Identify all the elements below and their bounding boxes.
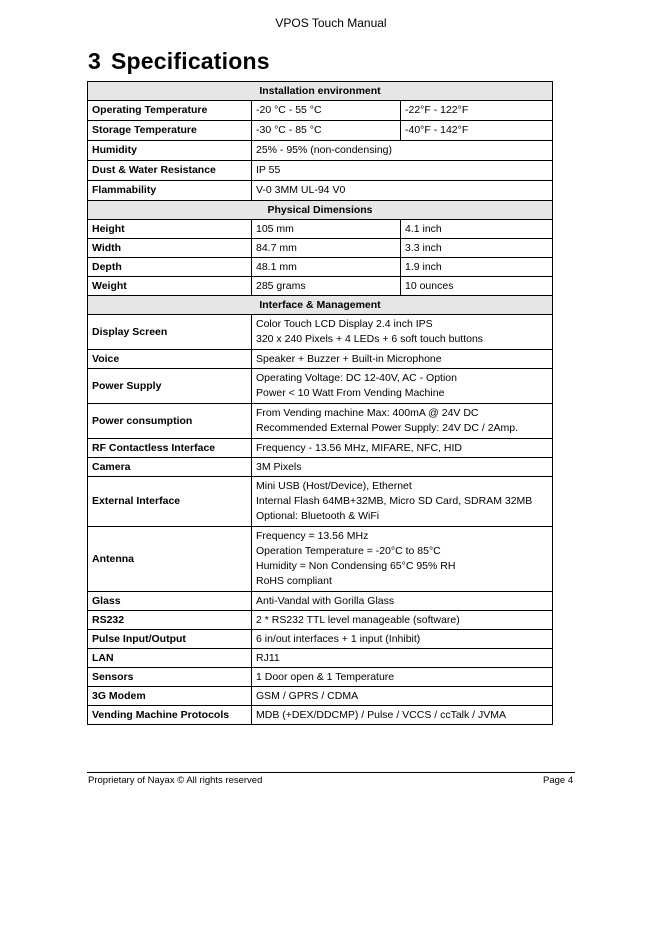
spec-value-alt: -40°F - 142°F: [401, 121, 553, 141]
section-heading-interface: Interface & Management: [88, 296, 553, 315]
spec-value: -20 °C - 55 °C: [252, 101, 401, 121]
footer-copyright: Proprietary of Nayax © All rights reserved: [88, 775, 263, 786]
table-row: [88, 181, 553, 201]
spec-label: 3G Modem: [88, 687, 252, 706]
table-row: [88, 649, 553, 668]
table-row: [88, 121, 553, 141]
section-title-text: Specifications: [111, 48, 270, 74]
spec-label: LAN: [88, 649, 252, 668]
section-title: [88, 48, 270, 75]
spec-value: 84.7 mm: [252, 239, 401, 258]
table-row: [88, 668, 553, 687]
table-row: [88, 458, 553, 477]
specifications-table: [87, 81, 553, 725]
spec-value: [252, 404, 553, 439]
spec-value: 285 grams: [252, 277, 401, 296]
spec-line: Optional: Bluetooth & WiFi: [256, 510, 380, 522]
section-row-interface: [88, 296, 553, 315]
spec-value-alt: 1.9 inch: [401, 258, 553, 277]
spec-value: [252, 369, 553, 404]
spec-label: Sensors: [88, 668, 252, 687]
spec-label: Dust & Water Resistance: [88, 161, 252, 181]
spec-line: Power < 10 Watt From Vending Machine: [256, 387, 445, 399]
spec-label: Power consumption: [88, 404, 252, 439]
spec-line: Mini USB (Host/Device), Ethernet: [256, 480, 412, 492]
spec-value-alt: 3.3 inch: [401, 239, 553, 258]
spec-line: Operation Temperature = -20°C to 85°C: [256, 545, 441, 557]
spec-line: Operating Voltage: DC 12-40V, AC - Option: [256, 372, 457, 384]
spec-value: Anti-Vandal with Gorilla Glass: [252, 592, 553, 611]
table-row: [88, 369, 553, 404]
table-row: [88, 592, 553, 611]
section-heading-physical: Physical Dimensions: [88, 201, 553, 220]
table-row: [88, 161, 553, 181]
table-row: [88, 630, 553, 649]
spec-line: Recommended External Power Supply: 24V DC / 2Amp.: [256, 422, 519, 434]
spec-label: Depth: [88, 258, 252, 277]
footer-page-number: Page 4: [543, 775, 574, 786]
spec-label: Pulse Input/Output: [88, 630, 252, 649]
table-row: [88, 277, 553, 296]
table-row: [88, 527, 553, 592]
table-row: [88, 239, 553, 258]
spec-value: 105 mm: [252, 220, 401, 239]
spec-value: RJ11: [252, 649, 553, 668]
spec-value: GSM / GPRS / CDMA: [252, 687, 553, 706]
spec-value: -30 °C - 85 °C: [252, 121, 401, 141]
table-row: [88, 706, 553, 725]
table-row: [88, 350, 553, 369]
spec-label: Weight: [88, 277, 252, 296]
spec-label: Humidity: [88, 141, 252, 161]
table-row: [88, 439, 553, 458]
section-row-installation: [88, 82, 553, 101]
page-header: VPOS Touch Manual: [275, 16, 387, 30]
spec-value-alt: -22°F - 122°F: [401, 101, 553, 121]
spec-line: Frequency = 13.56 MHz: [256, 530, 369, 542]
spec-line: Humidity = Non Condensing 65°C 95% RH: [256, 560, 456, 572]
section-heading-installation: Installation environment: [88, 82, 553, 101]
spec-value-alt: 4.1 inch: [401, 220, 553, 239]
spec-value: MDB (+DEX/DDCMP) / Pulse / VCCS / ccTalk / JVMA: [252, 706, 553, 725]
spec-value: 3M Pixels: [252, 458, 553, 477]
spec-label: Power Supply: [88, 369, 252, 404]
spec-value: IP 55: [252, 161, 553, 181]
spec-value: 25% - 95% (non-condensing): [252, 141, 553, 161]
spec-label: Flammability: [88, 181, 252, 201]
spec-label: Display Screen: [88, 315, 252, 350]
table-row: [88, 404, 553, 439]
spec-label: Storage Temperature: [88, 121, 252, 141]
spec-value: Frequency - 13.56 MHz, MIFARE, NFC, HID: [252, 439, 553, 458]
table-row: [88, 141, 553, 161]
spec-label: Height: [88, 220, 252, 239]
spec-label: Vending Machine Protocols: [88, 706, 252, 725]
spec-label: Voice: [88, 350, 252, 369]
table-row: [88, 101, 553, 121]
spec-label: Camera: [88, 458, 252, 477]
spec-value: 48.1 mm: [252, 258, 401, 277]
spec-line: Internal Flash 64MB+32MB, Micro SD Card, SDRAM 32MB: [256, 495, 533, 507]
footer-rule: [87, 772, 575, 773]
spec-line: 320 x 240 Pixels + 4 LEDs + 6 soft touch buttons: [256, 333, 484, 345]
spec-line: Color Touch LCD Display 2.4 inch IPS: [256, 318, 433, 330]
spec-value: [252, 477, 553, 527]
spec-label: Width: [88, 239, 252, 258]
spec-value: Speaker + Buzzer + Built-in Microphone: [252, 350, 553, 369]
spec-label: Glass: [88, 592, 252, 611]
section-row-physical: [88, 201, 553, 220]
table-row: [88, 477, 553, 527]
spec-label: RS232: [88, 611, 252, 630]
spec-value: V-0 3MM UL-94 V0: [252, 181, 553, 201]
table-row: [88, 687, 553, 706]
spec-value: 2 * RS232 TTL level manageable (software): [252, 611, 553, 630]
spec-label: Antenna: [88, 527, 252, 592]
spec-value: 6 in/out interfaces + 1 input (Inhibit): [252, 630, 553, 649]
table-row: [88, 258, 553, 277]
spec-label: External Interface: [88, 477, 252, 527]
spec-value: [252, 527, 553, 592]
spec-value-alt: 10 ounces: [401, 277, 553, 296]
spec-value: 1 Door open & 1 Temperature: [252, 668, 553, 687]
table-row: [88, 611, 553, 630]
spec-label: Operating Temperature: [88, 101, 252, 121]
spec-line: From Vending machine Max: 400mA @ 24V DC: [256, 407, 479, 419]
section-number: 3: [88, 48, 101, 74]
spec-value: [252, 315, 553, 350]
table-row: [88, 315, 553, 350]
spec-line: RoHS compliant: [256, 575, 332, 587]
table-row: [88, 220, 553, 239]
spec-label: RF Contactless Interface: [88, 439, 252, 458]
